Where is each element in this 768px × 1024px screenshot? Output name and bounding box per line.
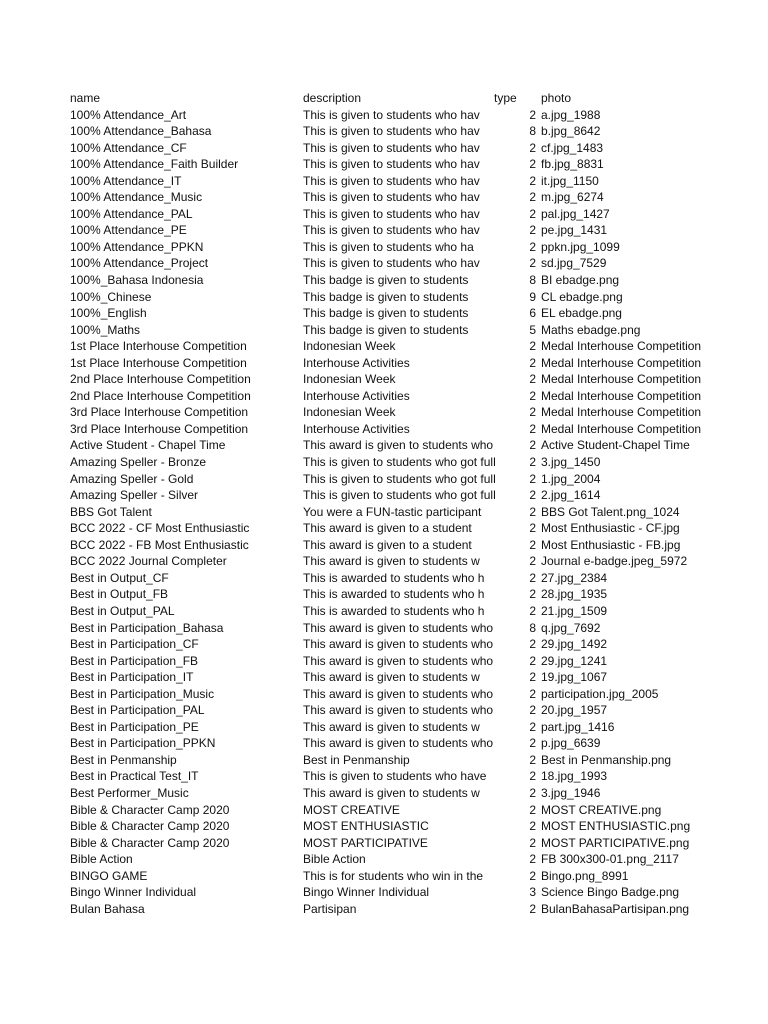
table-row <box>70 322 682 339</box>
table-row <box>70 586 682 603</box>
cell-name: Best in Penmanship <box>70 752 177 767</box>
cell-type: 2 <box>529 388 536 403</box>
cell-description: This badge is given to students <box>303 289 469 304</box>
cell-photo: it.jpg_1150 <box>541 173 599 188</box>
spreadsheet-table <box>70 90 702 917</box>
table-row <box>70 338 702 355</box>
table-row <box>70 206 682 223</box>
cell-description: This is given to students who got full <box>303 455 496 470</box>
column-header-photo: photo <box>541 91 572 105</box>
cell-photo: 18.jpg_1993 <box>541 769 608 784</box>
cell-description: This award is given to students w <box>303 554 480 569</box>
cell-type: 2 <box>529 405 536 420</box>
cell-name: Bingo Winner Individual <box>70 885 197 900</box>
cell-photo: BBS Got Talent.png_1024 <box>541 504 680 519</box>
cell-name: 3rd Place Interhouse Competition <box>70 405 249 420</box>
cell-description: Interhouse Activities <box>303 421 410 436</box>
cell-photo: sd.jpg_7529 <box>541 256 607 271</box>
cell-photo: Most Enthusiastic - FB.jpg <box>541 537 681 552</box>
table-row <box>70 289 682 306</box>
table-row <box>70 702 682 719</box>
table-row <box>70 553 688 570</box>
cell-photo: Best in Penmanship.png <box>541 752 672 767</box>
cell-photo: cf.jpg_1483 <box>541 140 604 155</box>
cell-photo: 3.jpg_1946 <box>541 785 601 800</box>
cell-name: Bulan Bahasa <box>70 901 145 916</box>
table-row <box>70 537 682 554</box>
cell-type: 2 <box>529 736 536 751</box>
table-row <box>70 802 682 819</box>
cell-description: This is awarded to students who h <box>303 587 485 602</box>
cell-description: This is given to students who hav <box>303 124 480 139</box>
cell-type: 8 <box>529 273 536 288</box>
cell-description: This badge is given to students <box>303 322 469 337</box>
cell-type: 2 <box>529 455 536 470</box>
cell-photo: participation.jpg_2005 <box>541 686 659 701</box>
header-row <box>70 90 682 107</box>
cell-description: Interhouse Activities <box>303 355 410 370</box>
cell-name: Best in Output_FB <box>70 587 169 602</box>
cell-type: 2 <box>529 372 536 387</box>
cell-type: 2 <box>529 438 536 453</box>
cell-description: Indonesian Week <box>303 372 396 387</box>
cell-type: 2 <box>529 769 536 784</box>
table-row <box>70 471 682 488</box>
table-row <box>70 603 682 620</box>
cell-description: This award is given to students w <box>303 785 480 800</box>
cell-type: 2 <box>529 587 536 602</box>
cell-photo: q.jpg_7692 <box>541 620 601 635</box>
cell-name: Best in Output_CF <box>70 570 169 585</box>
cell-name: 100%_Chinese <box>70 289 152 304</box>
cell-name: Best in Output_PAL <box>70 603 175 618</box>
table-row <box>70 686 682 703</box>
cell-photo: 3.jpg_1450 <box>541 455 601 470</box>
cell-description: MOST CREATIVE <box>303 802 400 817</box>
cell-name: Best in Participation_PE <box>70 719 199 734</box>
cell-photo: Journal e-badge.jpeg_5972 <box>541 554 688 569</box>
table-row <box>70 123 682 140</box>
cell-name: 100%_Bahasa Indonesia <box>70 273 204 288</box>
cell-photo: Medal Interhouse Competition <box>541 372 702 387</box>
table-row <box>70 620 682 637</box>
cell-description: This award is given to students w <box>303 719 480 734</box>
cell-photo: m.jpg_6274 <box>541 190 604 205</box>
cell-photo: 29.jpg_1492 <box>541 637 608 652</box>
cell-description: Bible Action <box>303 852 366 867</box>
cell-description: MOST PARTICIPATIVE <box>303 835 428 850</box>
cell-type: 2 <box>529 670 536 685</box>
cell-photo: BI ebadge.png <box>541 273 620 288</box>
cell-name: Bible & Character Camp 2020 <box>70 835 230 850</box>
cell-name: BCC 2022 - FB Most Enthusiastic <box>70 537 249 552</box>
cell-photo: p.jpg_6639 <box>541 736 601 751</box>
cell-description: This is given to students who got full <box>303 488 496 503</box>
cell-description: This award is given to a student <box>303 521 472 536</box>
cell-type: 2 <box>529 852 536 867</box>
cell-description: This is given to students who hav <box>303 190 480 205</box>
cell-description: This badge is given to students <box>303 273 469 288</box>
cell-type: 9 <box>529 289 536 304</box>
table-row <box>70 504 682 521</box>
cell-description: Indonesian Week <box>303 405 396 420</box>
cell-description: This badge is given to students <box>303 306 469 321</box>
cell-photo: FB 300x300-01.png_2117 <box>541 852 679 867</box>
cell-photo: Medal Interhouse Competition <box>541 388 702 403</box>
cell-name: BCC 2022 Journal Completer <box>70 554 227 569</box>
cell-description: Partisipan <box>303 901 357 916</box>
cell-name: 100% Attendance_PAL <box>70 206 193 221</box>
cell-description: This is awarded to students who h <box>303 570 485 585</box>
cell-type: 2 <box>529 488 536 503</box>
cell-name: 100%_Maths <box>70 322 141 337</box>
cell-photo: fb.jpg_8831 <box>541 157 604 172</box>
table-row <box>70 851 682 868</box>
cell-photo: BulanBahasaPartisipan.png <box>541 901 690 916</box>
cell-photo: Most Enthusiastic - CF.jpg <box>541 521 680 536</box>
cell-name: BBS Got Talent <box>70 504 152 519</box>
table-row <box>70 901 690 918</box>
table-row <box>70 421 702 438</box>
cell-name: 100% Attendance_PPKN <box>70 239 204 254</box>
cell-description: This is given to students who hav <box>303 157 480 172</box>
cell-type: 2 <box>529 504 536 519</box>
cell-photo: part.jpg_1416 <box>541 719 615 734</box>
cell-name: Best in Participation_Music <box>70 686 215 701</box>
cell-photo: Medal Interhouse Competition <box>541 339 702 354</box>
cell-name: Active Student - Chapel Time <box>70 438 226 453</box>
cell-type: 2 <box>529 355 536 370</box>
table-row <box>70 487 682 504</box>
cell-type: 2 <box>529 637 536 652</box>
cell-type: 2 <box>529 835 536 850</box>
cell-name: 100% Attendance_IT <box>70 173 182 188</box>
cell-type: 2 <box>529 206 536 221</box>
cell-description: This is given to students who hav <box>303 206 480 221</box>
cell-description: This is given to students who hav <box>303 173 480 188</box>
table-row <box>70 735 682 752</box>
table-row <box>70 388 702 405</box>
cell-type: 6 <box>529 306 536 321</box>
cell-name: Best in Participation_FB <box>70 653 199 668</box>
table-row <box>70 371 702 388</box>
cell-name: 100%_English <box>70 306 147 321</box>
cell-description: This is for students who win in the <box>303 868 484 883</box>
cell-description: Bingo Winner Individual <box>303 885 430 900</box>
cell-description: Best in Penmanship <box>303 752 410 767</box>
cell-name: Best in Participation_IT <box>70 670 194 685</box>
cell-type: 2 <box>529 686 536 701</box>
table-row <box>70 272 682 289</box>
cell-photo: CL ebadge.png <box>541 289 623 304</box>
cell-description: This is awarded to students who h <box>303 603 485 618</box>
cell-photo: 21.jpg_1509 <box>541 603 608 618</box>
table-row <box>70 189 682 206</box>
cell-photo: 20.jpg_1957 <box>541 703 608 718</box>
cell-type: 2 <box>529 190 536 205</box>
cell-description: This is given to students who have <box>303 769 487 784</box>
cell-description: This award is given to students who <box>303 736 494 751</box>
cell-name: 2nd Place Interhouse Competition <box>70 388 251 403</box>
cell-name: BINGO GAME <box>70 868 148 883</box>
cell-photo: Medal Interhouse Competition <box>541 355 702 370</box>
cell-description: This is given to students who hav <box>303 223 480 238</box>
cell-description: This is given to students who hav <box>303 140 480 155</box>
cell-photo: 27.jpg_2384 <box>541 570 608 585</box>
table-row <box>70 404 702 421</box>
cell-photo: MOST CREATIVE.png <box>541 802 662 817</box>
cell-type: 2 <box>529 537 536 552</box>
table-row <box>70 653 682 670</box>
cell-type: 3 <box>529 885 536 900</box>
cell-type: 2 <box>529 819 536 834</box>
cell-type: 2 <box>529 653 536 668</box>
cell-photo: b.jpg_8642 <box>541 124 601 139</box>
cell-type: 5 <box>529 322 536 337</box>
table-row <box>70 454 682 471</box>
column-header-type: type <box>494 91 517 105</box>
cell-photo: a.jpg_1988 <box>541 107 601 122</box>
cell-photo: 29.jpg_1241 <box>541 653 608 668</box>
cell-photo: pal.jpg_1427 <box>541 206 610 221</box>
cell-photo: MOST ENTHUSIASTIC.png <box>541 819 691 834</box>
cell-type: 2 <box>529 140 536 155</box>
cell-type: 2 <box>529 554 536 569</box>
cell-photo: Active Student-Chapel Time <box>541 438 690 453</box>
table-row <box>70 222 682 239</box>
cell-type: 8 <box>529 620 536 635</box>
cell-description: This award is given to students who <box>303 637 494 652</box>
cell-photo: ppkn.jpg_1099 <box>541 239 620 254</box>
cell-description: This is given to students who got full <box>303 471 496 486</box>
cell-description: This is given to students who hav <box>303 107 480 122</box>
cell-name: Bible Action <box>70 852 133 867</box>
cell-name: Amazing Speller - Bronze <box>70 455 207 470</box>
table-row <box>70 719 682 736</box>
cell-photo: 2.jpg_1614 <box>541 488 601 503</box>
cell-description: This award is given to students w <box>303 670 480 685</box>
cell-type: 2 <box>529 752 536 767</box>
table-row <box>70 835 690 852</box>
cell-type: 2 <box>529 173 536 188</box>
cell-type: 2 <box>529 239 536 254</box>
cell-photo: Bingo.png_8991 <box>541 868 629 883</box>
cell-photo: Medal Interhouse Competition <box>541 421 702 436</box>
table-body <box>70 107 702 918</box>
cell-name: 100% Attendance_Faith Builder <box>70 157 239 172</box>
cell-photo: EL ebadge.png <box>541 306 622 321</box>
cell-type: 2 <box>529 703 536 718</box>
cell-photo: 28.jpg_1935 <box>541 587 608 602</box>
table-row <box>70 107 682 124</box>
cell-type: 2 <box>529 719 536 734</box>
cell-name: Best in Participation_PAL <box>70 703 205 718</box>
cell-photo: 1.jpg_2004 <box>541 471 601 486</box>
cell-type: 2 <box>529 223 536 238</box>
table-row <box>70 173 682 190</box>
cell-description: This award is given to students who <box>303 686 494 701</box>
table-row <box>70 768 682 785</box>
cell-description: You were a FUN-tastic participant <box>303 504 482 519</box>
cell-name: Best in Participation_Bahasa <box>70 620 224 635</box>
cell-type: 8 <box>529 124 536 139</box>
table-row <box>70 140 682 157</box>
cell-description: This award is given to students who <box>303 703 494 718</box>
cell-name: Best in Practical Test_IT <box>70 769 199 784</box>
column-header-name: name <box>70 91 101 105</box>
cell-name: Bible & Character Camp 2020 <box>70 819 230 834</box>
table-row <box>70 239 682 256</box>
cell-name: Amazing Speller - Gold <box>70 471 194 486</box>
table-row <box>70 818 691 835</box>
cell-name: 100% Attendance_Music <box>70 190 203 205</box>
cell-description: This award is given to a student <box>303 537 472 552</box>
cell-name: 100% Attendance_Bahasa <box>70 124 212 139</box>
cell-description: Interhouse Activities <box>303 388 410 403</box>
cell-name: 1st Place Interhouse Competition <box>70 355 247 370</box>
table-row <box>70 437 690 454</box>
cell-description: This award is given to students who <box>303 620 494 635</box>
table-row <box>70 156 682 173</box>
cell-photo: Maths ebadge.png <box>541 322 641 337</box>
cell-type: 2 <box>529 785 536 800</box>
cell-type: 2 <box>529 603 536 618</box>
cell-name: Bible & Character Camp 2020 <box>70 802 230 817</box>
cell-type: 2 <box>529 901 536 916</box>
cell-name: 1st Place Interhouse Competition <box>70 339 247 354</box>
table-row <box>70 868 682 885</box>
cell-photo: pe.jpg_1431 <box>541 223 608 238</box>
cell-type: 2 <box>529 802 536 817</box>
cell-description: This is given to students who hav <box>303 256 480 271</box>
cell-name: 100% Attendance_CF <box>70 140 187 155</box>
cell-photo: MOST PARTICIPATIVE.png <box>541 835 690 850</box>
cell-description: MOST ENTHUSIASTIC <box>303 819 429 834</box>
cell-name: Best in Participation_CF <box>70 637 199 652</box>
table-row <box>70 669 682 686</box>
cell-type: 2 <box>529 521 536 536</box>
table-row <box>70 305 682 322</box>
table-row <box>70 752 682 769</box>
cell-name: 100% Attendance_Art <box>70 107 187 122</box>
cell-description: This award is given to students who <box>303 653 494 668</box>
table-row <box>70 785 682 802</box>
cell-type: 2 <box>529 868 536 883</box>
cell-photo: 19.jpg_1067 <box>541 670 608 685</box>
cell-type: 2 <box>529 256 536 271</box>
cell-name: 100% Attendance_PE <box>70 223 187 238</box>
cell-type: 2 <box>529 339 536 354</box>
cell-photo: Science Bingo Badge.png <box>541 885 680 900</box>
cell-type: 2 <box>529 570 536 585</box>
table-row <box>70 884 682 901</box>
cell-description: Indonesian Week <box>303 339 396 354</box>
cell-description: This is given to students who ha <box>303 239 474 254</box>
column-header-description: description <box>303 91 362 105</box>
cell-name: Best in Participation_PPKN <box>70 736 216 751</box>
table-row <box>70 255 682 272</box>
cell-type: 2 <box>529 421 536 436</box>
cell-description: This award is given to students who <box>303 438 494 453</box>
table-row <box>70 570 682 587</box>
cell-type: 2 <box>529 107 536 122</box>
cell-name: Best Performer_Music <box>70 785 189 800</box>
cell-name: 2nd Place Interhouse Competition <box>70 372 251 387</box>
cell-name: 3rd Place Interhouse Competition <box>70 421 249 436</box>
cell-type: 2 <box>529 157 536 172</box>
cell-type: 2 <box>529 471 536 486</box>
table-row <box>70 355 702 372</box>
table-row <box>70 520 682 537</box>
cell-name: 100% Attendance_Project <box>70 256 209 271</box>
cell-photo: Medal Interhouse Competition <box>541 405 702 420</box>
cell-name: BCC 2022 - CF Most Enthusiastic <box>70 521 250 536</box>
table-row <box>70 636 682 653</box>
cell-name: Amazing Speller - Silver <box>70 488 199 503</box>
